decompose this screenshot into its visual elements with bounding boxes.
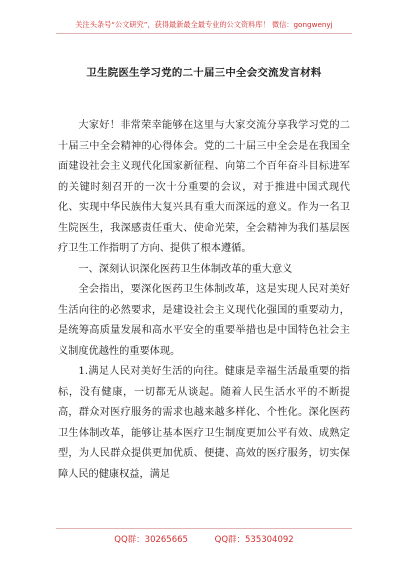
header-banner: 关注头条号“公文研究”，获得最新最全最专业的公文资料库！ 微信：gongwenyj — [75, 20, 333, 29]
footer-divider — [56, 528, 352, 529]
document-body — [58, 116, 350, 485]
document-title: 卫生院医生学习党的二十届三中全会交流发言材料 — [86, 67, 322, 79]
paragraph-intro: 大家好！非常荣幸能够在这里与大家交流分享我学习党的二十届三中全会精神的心得体会。党的二十届三中全会是在我国全面建设社会主义现代化国家新征程、向第二个百年奋斗目标进军的关键时刻召开的一次十分重要的会议，对于推进中国式现代化、实现中华民族伟大复兴具有重大而深远的意义。作为一名卫生院医生，我深感责任重大、使命光荣，全会精神为我们基层医疗卫生工作指明了方向、提供了根本遵循。 — [58, 120, 350, 254]
footer-qq-group-2: QQ群：535304092 — [214, 535, 294, 545]
footer-qq-group-1: QQ群：30265665 — [114, 535, 188, 545]
footer — [0, 533, 408, 545]
paragraph-section-1: 全会指出，要深化医药卫生体制改革，这是实现人民对美好生活向往的必然要求，是建设社会主义现代化强国的重要动力，是统筹高质量发展和高水平安全的重要举措也是中国特色社会主义制度优越性的重要体现。 — [58, 284, 350, 357]
header-divider — [56, 33, 352, 34]
section-heading-1: 一、深刻认识深化医药卫生体制改革的重大意义 — [78, 263, 293, 275]
paragraph-point-1: 1.满足人民对美好生活的向往。健康是幸福生活最重要的指标，没有健康，一切都无从谈起。随着人民生活水平的不断提高，群众对医疗服务的需求也越来越多样化、个性化。深化医药卫生体制改革，能够让基本医疗卫生制度更加公平有效、成熟定型，为人民群众提供更加优质、便捷、高效的医疗服务，切实保障人民的健康权益，满足 — [58, 366, 350, 480]
